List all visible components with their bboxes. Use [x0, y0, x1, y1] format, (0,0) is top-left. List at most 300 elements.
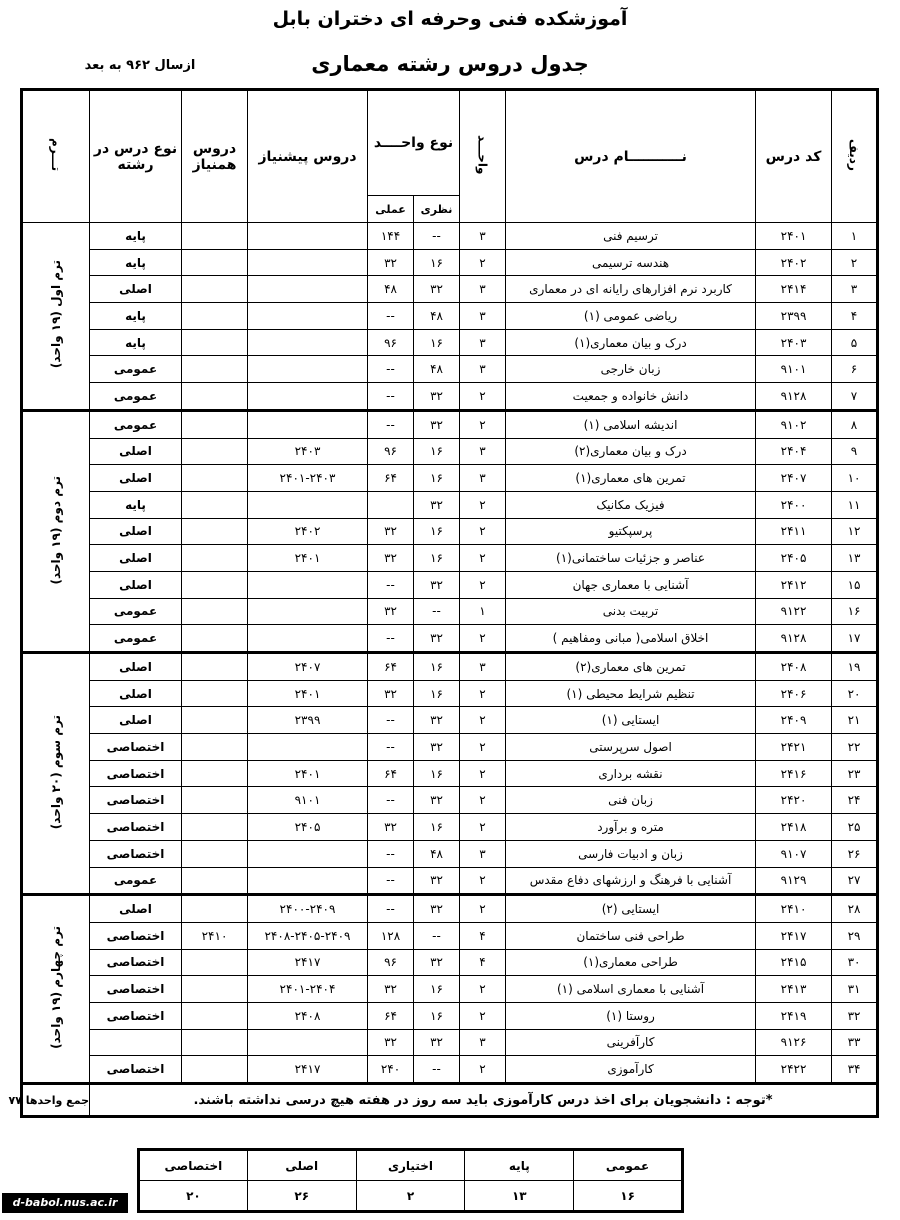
cell-coreq [182, 545, 248, 572]
summary-header: اختیاری [356, 1150, 465, 1181]
cell-prereq [248, 276, 368, 303]
cell-prereq: ۲۴۰۱ [248, 680, 368, 707]
cell-theory: -- [414, 223, 460, 250]
cell-type: اختصاصی [90, 1056, 182, 1084]
cell-code: ۹۱۰۲ [756, 410, 832, 438]
cell-name: اصول سرپرستی [506, 734, 756, 761]
cell-practice: -- [368, 410, 414, 438]
cell-coreq [182, 895, 248, 923]
cell-code: ۲۴۰۲ [756, 249, 832, 276]
cell-theory: ۳۲ [414, 410, 460, 438]
cell-prereq: ۲۴۰۱-۲۴۰۳ [248, 465, 368, 492]
cell-practice: ۳۲ [368, 249, 414, 276]
cell-prereq [248, 571, 368, 598]
cell-units: ۲ [460, 571, 506, 598]
cell-prereq [248, 1029, 368, 1056]
cell-practice: ۳۲ [368, 545, 414, 572]
cell-units: ۲ [460, 787, 506, 814]
cell-prereq [248, 598, 368, 625]
cell-code: ۹۱۲۶ [756, 1029, 832, 1056]
cell-theory: ۳۲ [414, 707, 460, 734]
cell-theory: ۳۲ [414, 491, 460, 518]
cell-practice: -- [368, 383, 414, 411]
cell-theory: ۱۶ [414, 976, 460, 1003]
cell-coreq [182, 329, 248, 356]
cell-type: اصلی [90, 707, 182, 734]
cell-type: اختصاصی [90, 814, 182, 841]
cell-name: نقشه برداری [506, 760, 756, 787]
cell-name: تنظیم شرایط محیطی (۱) [506, 680, 756, 707]
table-row [22, 465, 878, 492]
table-row [22, 518, 878, 545]
cell-row: ۲۲ [832, 734, 878, 761]
cell-practice: -- [368, 625, 414, 653]
cell-prereq [248, 410, 368, 438]
cell-code: ۲۴۰۴ [756, 438, 832, 465]
cell-code: ۹۱۰۱ [756, 356, 832, 383]
cell-practice: -- [368, 707, 414, 734]
cell-coreq [182, 949, 248, 976]
cell-theory: ۱۶ [414, 545, 460, 572]
cell-prereq: ۲۴۰۸-۲۴۰۵-۲۴۰۹ [248, 922, 368, 949]
cell-theory: ۱۶ [414, 760, 460, 787]
cell-prereq [248, 734, 368, 761]
cell-coreq [182, 598, 248, 625]
cell-type: عمومی [90, 410, 182, 438]
cell-coreq: ۲۴۱۰ [182, 922, 248, 949]
cell-theory: ۱۶ [414, 1002, 460, 1029]
cell-practice: ۱۴۴ [368, 223, 414, 250]
cell-units: ۳ [460, 276, 506, 303]
course-table [8, 88, 879, 1118]
cell-practice: ۳۲ [368, 680, 414, 707]
cell-coreq [182, 976, 248, 1003]
cell-units: ۲ [460, 976, 506, 1003]
cell-prereq: ۲۴۰۰-۲۴۰۹ [248, 895, 368, 923]
table-row [22, 949, 878, 976]
cell-name: روستا (۱) [506, 1002, 756, 1029]
cell-coreq [182, 383, 248, 411]
cell-theory: ۱۶ [414, 518, 460, 545]
cell-row: ۲۳ [832, 760, 878, 787]
cell-type: پایه [90, 303, 182, 330]
cell-theory: ۴۸ [414, 840, 460, 867]
cell-practice: -- [368, 303, 414, 330]
cell-units: ۳ [460, 223, 506, 250]
cell-code: ۲۴۰۱ [756, 223, 832, 250]
table-row [22, 922, 878, 949]
cell-theory: ۴۸ [414, 303, 460, 330]
cell-coreq [182, 1056, 248, 1084]
cell-code: ۲۴۱۲ [756, 571, 832, 598]
cell-code: ۲۴۰۹ [756, 707, 832, 734]
cell-practice: ۹۶ [368, 949, 414, 976]
table-row [22, 491, 878, 518]
cell-prereq: ۲۴۱۷ [248, 949, 368, 976]
cell-name: ریاضی عمومی (۱) [506, 303, 756, 330]
header-term: تـــرم [22, 90, 90, 223]
summary-header: اصلی [247, 1150, 356, 1181]
cell-code: ۲۴۲۰ [756, 787, 832, 814]
cell-practice: ۳۲ [368, 814, 414, 841]
cell-name: اخلاق اسلامی( مبانی ومفاهیم ) [506, 625, 756, 653]
table-row [22, 814, 878, 841]
cell-units: ۲ [460, 814, 506, 841]
cell-name: تمرین های معماری(۱) [506, 465, 756, 492]
cell-theory: ۳۲ [414, 867, 460, 895]
cell-row: ۱۲ [832, 518, 878, 545]
table-row [22, 1029, 878, 1056]
since-label: ازسال ۹۶۲ به بعد [84, 58, 196, 73]
cell-practice: ۴۸ [368, 276, 414, 303]
cell-theory: ۳۲ [414, 895, 460, 923]
cell-practice: ۲۴۰ [368, 1056, 414, 1084]
cell-code: ۲۴۱۱ [756, 518, 832, 545]
term-label [22, 410, 90, 652]
cell-units: ۲ [460, 625, 506, 653]
cell-code: ۲۴۰۰ [756, 491, 832, 518]
cell-type [90, 1029, 182, 1056]
header-code: کد درس [756, 90, 832, 223]
header-course-type: نوع درس در رشته [90, 90, 182, 223]
cell-units: ۳ [460, 356, 506, 383]
cell-practice: ۳۲ [368, 598, 414, 625]
cell-row: ۲۰ [832, 680, 878, 707]
table-row [22, 276, 878, 303]
summary-header: عمومی [574, 1150, 683, 1181]
cell-theory: ۳۲ [414, 949, 460, 976]
cell-row: ۵ [832, 329, 878, 356]
cell-type: عمومی [90, 383, 182, 411]
table-row [22, 1056, 878, 1084]
cell-coreq [182, 625, 248, 653]
cell-units: ۳ [460, 465, 506, 492]
cell-practice: ۹۶ [368, 438, 414, 465]
cell-name: عناصر و جزئیات ساختمانی(۱) [506, 545, 756, 572]
cell-code: ۲۴۰۵ [756, 545, 832, 572]
cell-coreq [182, 1029, 248, 1056]
cell-code: ۲۳۹۹ [756, 303, 832, 330]
cell-coreq [182, 249, 248, 276]
cell-practice: ۳۲ [368, 518, 414, 545]
cell-coreq [182, 465, 248, 492]
cell-units: ۲ [460, 410, 506, 438]
summary-header: اختصاصی [139, 1150, 248, 1181]
table-row [22, 976, 878, 1003]
cell-prereq [248, 356, 368, 383]
cell-practice: -- [368, 787, 414, 814]
cell-practice: -- [368, 895, 414, 923]
table-row [22, 571, 878, 598]
cell-type: اصلی [90, 276, 182, 303]
cell-theory: ۳۲ [414, 1029, 460, 1056]
cell-type: اصلی [90, 653, 182, 681]
cell-units: ۴ [460, 949, 506, 976]
cell-practice: -- [368, 356, 414, 383]
cell-row: ۳۳ [832, 1029, 878, 1056]
cell-coreq [182, 653, 248, 681]
cell-code: ۹۱۲۲ [756, 598, 832, 625]
cell-name: ترسیم فنی [506, 223, 756, 250]
cell-type: اختصاصی [90, 976, 182, 1003]
page-title: جدول دروس رشته معماری [311, 52, 589, 76]
header-coreq: دروس همنیاز [182, 90, 248, 223]
cell-prereq [248, 303, 368, 330]
term-label-text: ترم سوم (۲۰ واحد) [49, 714, 63, 830]
table-row [22, 383, 878, 411]
cell-units: ۲ [460, 680, 506, 707]
cell-type: اصلی [90, 895, 182, 923]
cell-code: ۲۴۱۳ [756, 976, 832, 1003]
cell-prereq: ۲۴۰۱ [248, 760, 368, 787]
cell-type: عمومی [90, 625, 182, 653]
cell-theory: -- [414, 598, 460, 625]
cell-coreq [182, 410, 248, 438]
cell-code: ۲۴۲۲ [756, 1056, 832, 1084]
table-row [22, 1002, 878, 1029]
cell-practice: ۳۲ [368, 1029, 414, 1056]
table-row [22, 787, 878, 814]
cell-units: ۲ [460, 760, 506, 787]
table-row [22, 598, 878, 625]
cell-name: درک و بیان معماری(۱) [506, 329, 756, 356]
header-unit-type: نوع واحــــد [368, 90, 460, 196]
cell-row: ۲۹ [832, 922, 878, 949]
cell-coreq [182, 707, 248, 734]
summary-value: ۲۰ [139, 1181, 248, 1212]
cell-name: آشنایی با فرهنگ و ارزشهای دفاع مقدس [506, 867, 756, 895]
table-row [22, 734, 878, 761]
cell-row: ۹ [832, 438, 878, 465]
cell-name: زبان و ادبیات فارسی [506, 840, 756, 867]
cell-coreq [182, 356, 248, 383]
cell-name: دانش خانواده و جمعیت [506, 383, 756, 411]
cell-row: ۱۰ [832, 465, 878, 492]
cell-code: ۲۴۱۰ [756, 895, 832, 923]
cell-row: ۱۶ [832, 598, 878, 625]
total-units: جمع واحدها ۷۷ [22, 1084, 90, 1117]
cell-practice [368, 491, 414, 518]
cell-theory: ۳۲ [414, 734, 460, 761]
cell-prereq: ۲۴۰۱-۲۴۰۴ [248, 976, 368, 1003]
cell-name: طراحی فنی ساختمان [506, 922, 756, 949]
term-label [22, 895, 90, 1084]
summary-value: ۱۳ [465, 1181, 574, 1212]
cell-type: اختصاصی [90, 760, 182, 787]
cell-code: ۲۴۱۵ [756, 949, 832, 976]
table-row [22, 303, 878, 330]
cell-units: ۳ [460, 1029, 506, 1056]
cell-prereq [248, 867, 368, 895]
cell-units: ۲ [460, 707, 506, 734]
cell-practice: ۶۴ [368, 1002, 414, 1029]
cell-units: ۲ [460, 734, 506, 761]
cell-name: آشنایی با معماری اسلامی (۱) [506, 976, 756, 1003]
cell-row: ۲۸ [832, 895, 878, 923]
cell-type: پایه [90, 329, 182, 356]
cell-prereq: ۲۴۰۸ [248, 1002, 368, 1029]
cell-row: ۱۵ [832, 571, 878, 598]
cell-type: پایه [90, 223, 182, 250]
cell-units: ۲ [460, 383, 506, 411]
cell-units: ۲ [460, 867, 506, 895]
cell-prereq [248, 383, 368, 411]
cell-units: ۳ [460, 438, 506, 465]
cell-code: ۲۴۲۱ [756, 734, 832, 761]
cell-units: ۱ [460, 598, 506, 625]
watermark: d-babol.nus.ac.ir [2, 1193, 128, 1213]
summary-value: ۲ [356, 1181, 465, 1212]
cell-code: ۹۱۲۸ [756, 625, 832, 653]
cell-units: ۲ [460, 895, 506, 923]
cell-name: آشنایی با معماری جهان [506, 571, 756, 598]
cell-row: ۲۶ [832, 840, 878, 867]
cell-row: ۳۲ [832, 1002, 878, 1029]
cell-theory: ۱۶ [414, 653, 460, 681]
cell-coreq [182, 867, 248, 895]
cell-row: ۷ [832, 383, 878, 411]
cell-type: اختصاصی [90, 949, 182, 976]
cell-name: کاربرد نرم افزارهای رایانه ای در معماری [506, 276, 756, 303]
cell-coreq [182, 518, 248, 545]
cell-type: اصلی [90, 545, 182, 572]
cell-practice: ۹۶ [368, 329, 414, 356]
cell-prereq [248, 840, 368, 867]
cell-type: اختصاصی [90, 734, 182, 761]
cell-coreq [182, 438, 248, 465]
cell-row: ۱۷ [832, 625, 878, 653]
cell-name: پرسپکتیو [506, 518, 756, 545]
cell-coreq [182, 787, 248, 814]
table-row [22, 840, 878, 867]
cell-row: ۱۱ [832, 491, 878, 518]
cell-prereq [248, 491, 368, 518]
term-label-text: ترم دوم (۱۹ واحد) [49, 475, 63, 585]
cell-prereq [248, 223, 368, 250]
cell-theory: -- [414, 1056, 460, 1084]
cell-name: ایستایی (۱) [506, 707, 756, 734]
cell-units: ۳ [460, 653, 506, 681]
cell-row: ۳۴ [832, 1056, 878, 1084]
cell-type: عمومی [90, 867, 182, 895]
cell-theory: ۱۶ [414, 329, 460, 356]
cell-row: ۲۴ [832, 787, 878, 814]
cell-name: درک و بیان معماری(۲) [506, 438, 756, 465]
cell-units: ۲ [460, 249, 506, 276]
cell-prereq: ۲۴۰۵ [248, 814, 368, 841]
cell-prereq: ۲۴۱۷ [248, 1056, 368, 1084]
header-name: نـــــــــــام درس [506, 90, 756, 223]
institution-title: آموزشکده فنی وحرفه ای دختران بابل [272, 8, 628, 30]
cell-code: ۹۱۲۹ [756, 867, 832, 895]
cell-code: ۲۴۱۷ [756, 922, 832, 949]
summary-header: پایه [465, 1150, 574, 1181]
table-row [22, 356, 878, 383]
cell-name: کارآموزی [506, 1056, 756, 1084]
cell-type: اختصاصی [90, 922, 182, 949]
cell-type: عمومی [90, 598, 182, 625]
cell-practice: -- [368, 840, 414, 867]
cell-theory: ۱۶ [414, 249, 460, 276]
cell-units: ۲ [460, 491, 506, 518]
cell-name: طراحی معماری(۱) [506, 949, 756, 976]
cell-prereq: ۲۴۰۱ [248, 545, 368, 572]
cell-units: ۳ [460, 329, 506, 356]
cell-theory: ۱۶ [414, 438, 460, 465]
term-label [22, 653, 90, 895]
cell-row: ۲۷ [832, 867, 878, 895]
cell-type: اختصاصی [90, 840, 182, 867]
cell-code: ۹۱۲۸ [756, 383, 832, 411]
cell-coreq [182, 840, 248, 867]
cell-prereq: ۲۴۰۷ [248, 653, 368, 681]
cell-units: ۳ [460, 303, 506, 330]
summary-value: ۱۶ [574, 1181, 683, 1212]
cell-coreq [182, 571, 248, 598]
cell-theory: ۱۶ [414, 465, 460, 492]
cell-row: ۱۹ [832, 653, 878, 681]
cell-coreq [182, 303, 248, 330]
cell-row: ۲ [832, 249, 878, 276]
cell-code: ۲۴۰۷ [756, 465, 832, 492]
cell-prereq [248, 249, 368, 276]
cell-units: ۲ [460, 545, 506, 572]
cell-practice: ۶۴ [368, 760, 414, 787]
cell-name: زبان فنی [506, 787, 756, 814]
cell-units: ۳ [460, 840, 506, 867]
summary-table [137, 1148, 684, 1213]
term-label-text: ترم چهارم (۱۹ واحد) [49, 926, 63, 1050]
table-row [22, 680, 878, 707]
cell-practice: ۳۲ [368, 976, 414, 1003]
cell-practice: -- [368, 734, 414, 761]
cell-row: ۲۱ [832, 707, 878, 734]
cell-type: اختصاصی [90, 787, 182, 814]
cell-name: اندیشه اسلامی (۱) [506, 410, 756, 438]
summary-value: ۲۶ [247, 1181, 356, 1212]
cell-coreq [182, 734, 248, 761]
cell-type: اصلی [90, 571, 182, 598]
cell-name: زبان خارجی [506, 356, 756, 383]
cell-coreq [182, 680, 248, 707]
cell-prereq: ۲۴۰۲ [248, 518, 368, 545]
cell-theory: ۳۲ [414, 383, 460, 411]
cell-row: ۲۵ [832, 814, 878, 841]
cell-name: ایستایی (۲) [506, 895, 756, 923]
cell-code: ۹۱۰۷ [756, 840, 832, 867]
cell-row: ۳۰ [832, 949, 878, 976]
cell-type: اصلی [90, 518, 182, 545]
table-row [22, 223, 878, 250]
cell-row: ۴ [832, 303, 878, 330]
cell-type: اصلی [90, 438, 182, 465]
cell-code: ۲۴۰۳ [756, 329, 832, 356]
cell-code: ۲۴۰۶ [756, 680, 832, 707]
table-row [22, 707, 878, 734]
cell-theory: ۳۲ [414, 276, 460, 303]
cell-row: ۳۱ [832, 976, 878, 1003]
cell-prereq [248, 625, 368, 653]
cell-row: ۶ [832, 356, 878, 383]
header-prereq: دروس پیشنیاز [248, 90, 368, 223]
cell-type: اختصاصی [90, 1002, 182, 1029]
cell-coreq [182, 491, 248, 518]
table-row [22, 760, 878, 787]
cell-prereq: ۹۱۰۱ [248, 787, 368, 814]
cell-units: ۲ [460, 1002, 506, 1029]
cell-type: اصلی [90, 680, 182, 707]
table-row [22, 625, 878, 653]
